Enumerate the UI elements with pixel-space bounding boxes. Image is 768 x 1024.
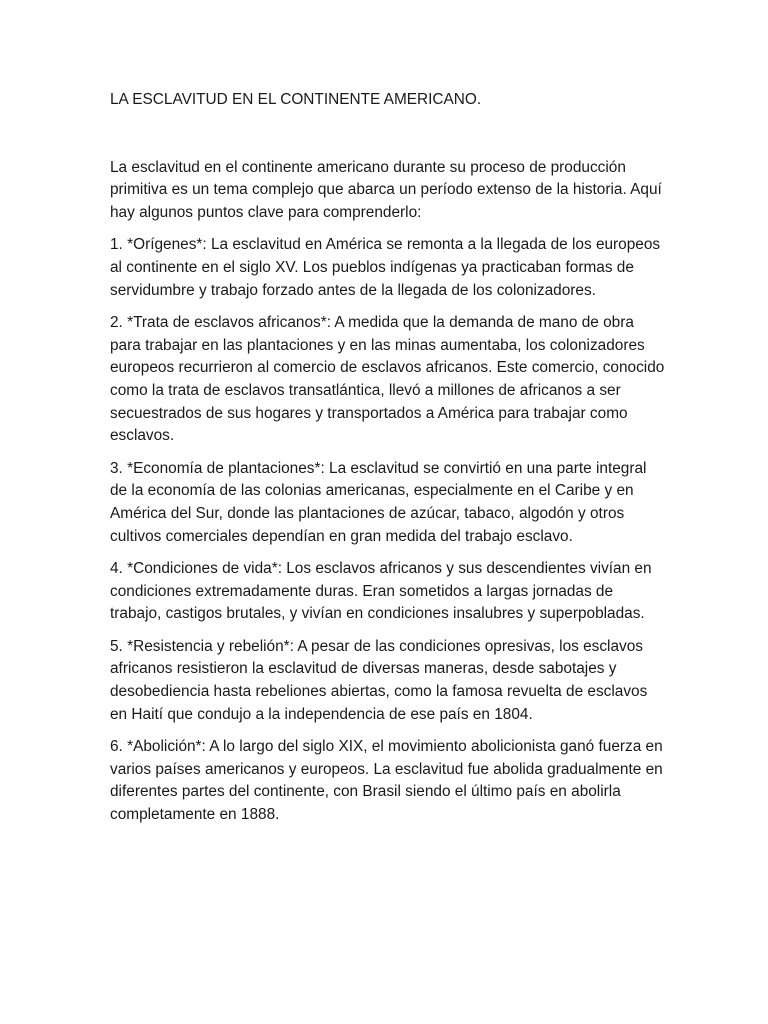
document-title: LA ESCLAVITUD EN EL CONTINENTE AMERICANO. [110, 91, 482, 108]
point-economia-plantaciones: 3. *Economía de plantaciones*: La esclavitud se convirtió en una parte integral de la economía de las colonias americanas, especialmente en el Caribe y en América del Sur, donde las plantaciones de azúcar, tabaco, algodón y otros cultivos comerciales dependían en gran medida del trabajo esclavo. [110, 459, 647, 545]
point-abolicion: 6. *Abolición*: A lo largo del siglo XIX, el movimiento abolicionista ganó fuerza en varios países americanos y europeos. La esclavitud fue abolida gradualmente en diferentes partes del continente, con Brasil siendo el último país en abolirla completamente en 1888. [110, 738, 663, 824]
point-condiciones-vida: 4. *Condiciones de vida*: Los esclavos africanos y sus descendientes vivían en condiciones extremadamente duras. Eran sometidos a largas jornadas de trabajo, castigos brutales, y vivían en condiciones insalubres y superpobladas. [110, 560, 652, 623]
point-trata-esclavos: 2. *Trata de esclavos africanos*: A medida que la demanda de mano de obra para trabajar en las plantaciones y en las minas aumentaba, los colonizadores europeos recurrieron al comercio de esclavos africanos. Este comercio, conocido como la trata de esclavos transatlántica, llevó a millones de africanos a ser secuestrados de sus hogares y transportados a América para trabajar como esclavos. [110, 314, 665, 445]
intro-paragraph: La esclavitud en el continente americano durante su proceso de producción primitiva es un tema complejo que abarca un período extenso de la historia. Aquí hay algunos puntos clave para comprenderlo: [110, 158, 662, 221]
point-resistencia-rebelion: 5. *Resistencia y rebelión*: A pesar de las condiciones opresivas, los esclavos africanos resistieron la esclavitud de diversas maneras, desde sabotajes y desobediencia hasta rebeliones abiertas, como la famosa revuelta de esclavos en Haití que condujo a la independencia de ese país en 1804. [110, 637, 648, 723]
document-body [110, 89, 665, 837]
point-origenes: 1. *Orígenes*: La esclavitud en América se remonta a la llegada de los europeos al continente en el siglo XV. Los pueblos indígenas ya practicaban formas de servidumbre y trabajo forzado antes de la llegada de los colonizadores. [110, 236, 661, 299]
